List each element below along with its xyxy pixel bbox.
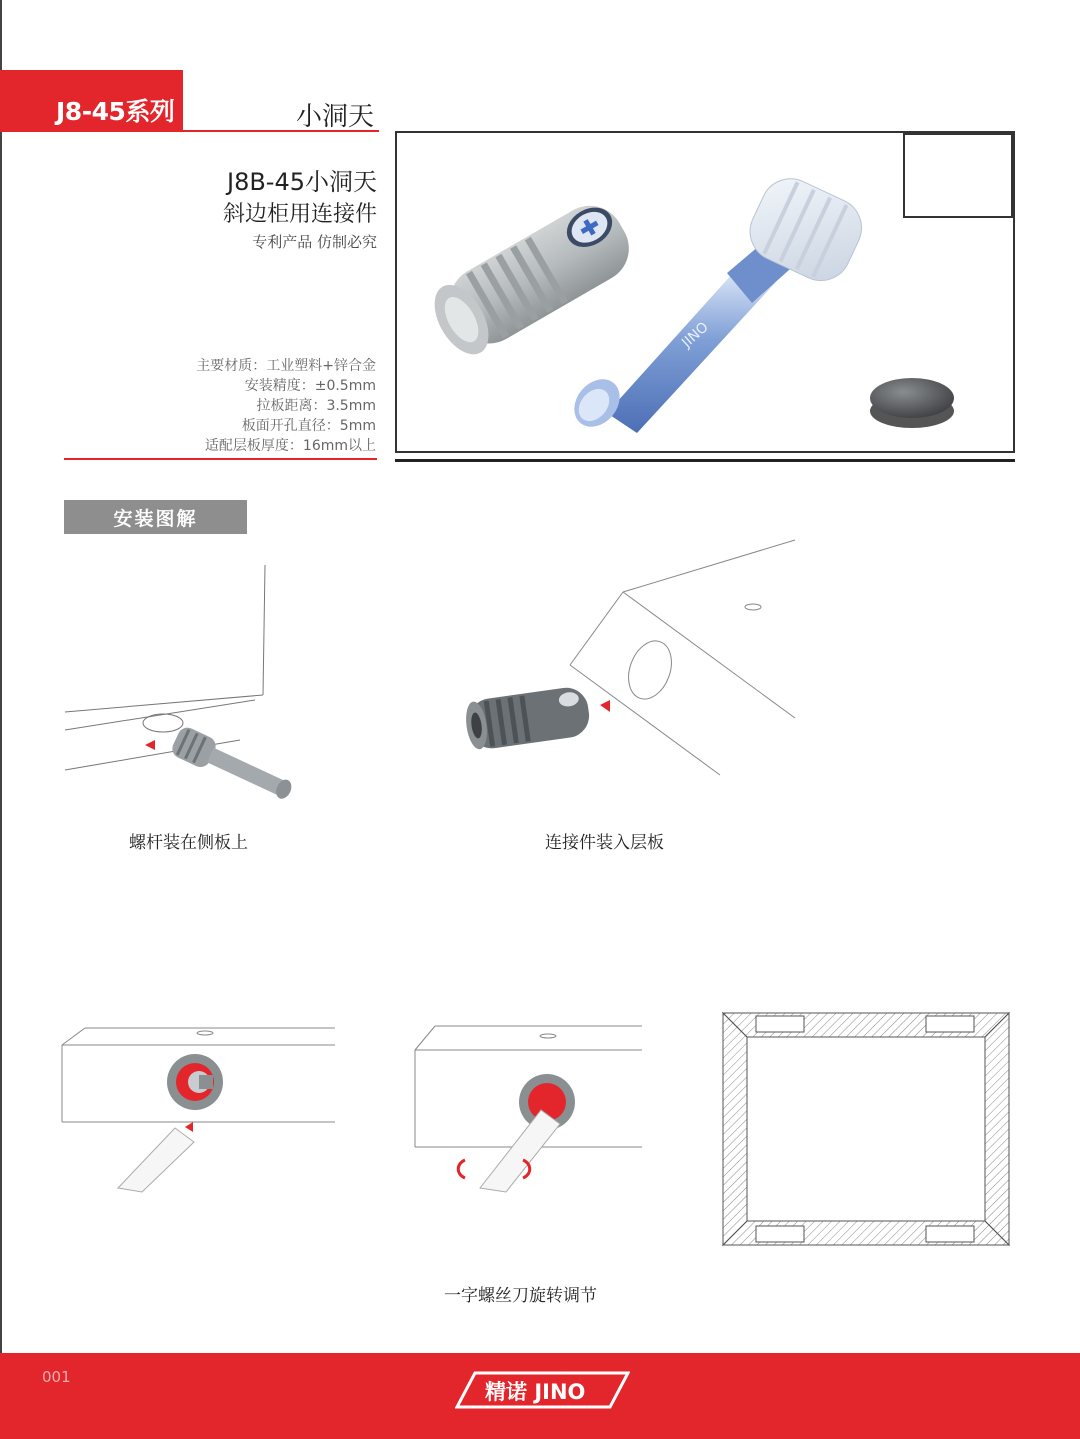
brand-name-cn: 精诺 xyxy=(485,1380,527,1404)
hero-corner-box xyxy=(903,133,1013,218)
cabinet-section-diagram xyxy=(720,1010,1012,1248)
svg-text:JINO: JINO xyxy=(678,319,712,351)
spec-pull-distance: 拉板距离：3.5mm xyxy=(256,398,376,414)
step1-illustration xyxy=(60,560,300,805)
hero-bottom-rule xyxy=(395,459,1015,462)
spec-hole-diameter: 板面开孔直径：5mm xyxy=(241,418,376,434)
step2-illustration xyxy=(460,535,805,785)
spec-precision: 安装精度：±0.5mm xyxy=(244,378,376,394)
product-name: 小洞天 xyxy=(296,102,375,132)
step3a-illustration xyxy=(60,1020,340,1195)
model-subtitle: 斜边柜用连接件 xyxy=(222,202,377,227)
step1-caption: 螺杆装在侧板上 xyxy=(129,833,248,853)
spec-list xyxy=(196,356,376,456)
connector-housing xyxy=(423,193,641,364)
step3-caption: 一字螺丝刀旋转调节 xyxy=(444,1286,597,1306)
section-header xyxy=(64,500,247,534)
spec-material: 主要材质：工业塑料+锌合金 xyxy=(196,358,376,374)
step2-caption: 连接件装入层板 xyxy=(545,833,664,853)
section-title: 安装图解 xyxy=(113,507,198,530)
brand-name-en: JINO xyxy=(534,1380,586,1404)
left-margin-rule xyxy=(0,0,2,1355)
page-number: 001 xyxy=(42,1368,71,1386)
patent-note: 专利产品 仿制必究 xyxy=(252,233,377,251)
cover-cap xyxy=(870,378,954,428)
model-title: J8B-45小洞天 xyxy=(226,168,377,196)
spec-board-thickness: 适配层板厚度：16mm以上 xyxy=(204,438,376,454)
spec-rule xyxy=(64,458,377,460)
series-tab xyxy=(0,70,183,132)
step3b-illustration xyxy=(410,1020,650,1195)
series-label: J8-45系列 xyxy=(56,97,175,126)
brand-logo xyxy=(455,1371,630,1409)
